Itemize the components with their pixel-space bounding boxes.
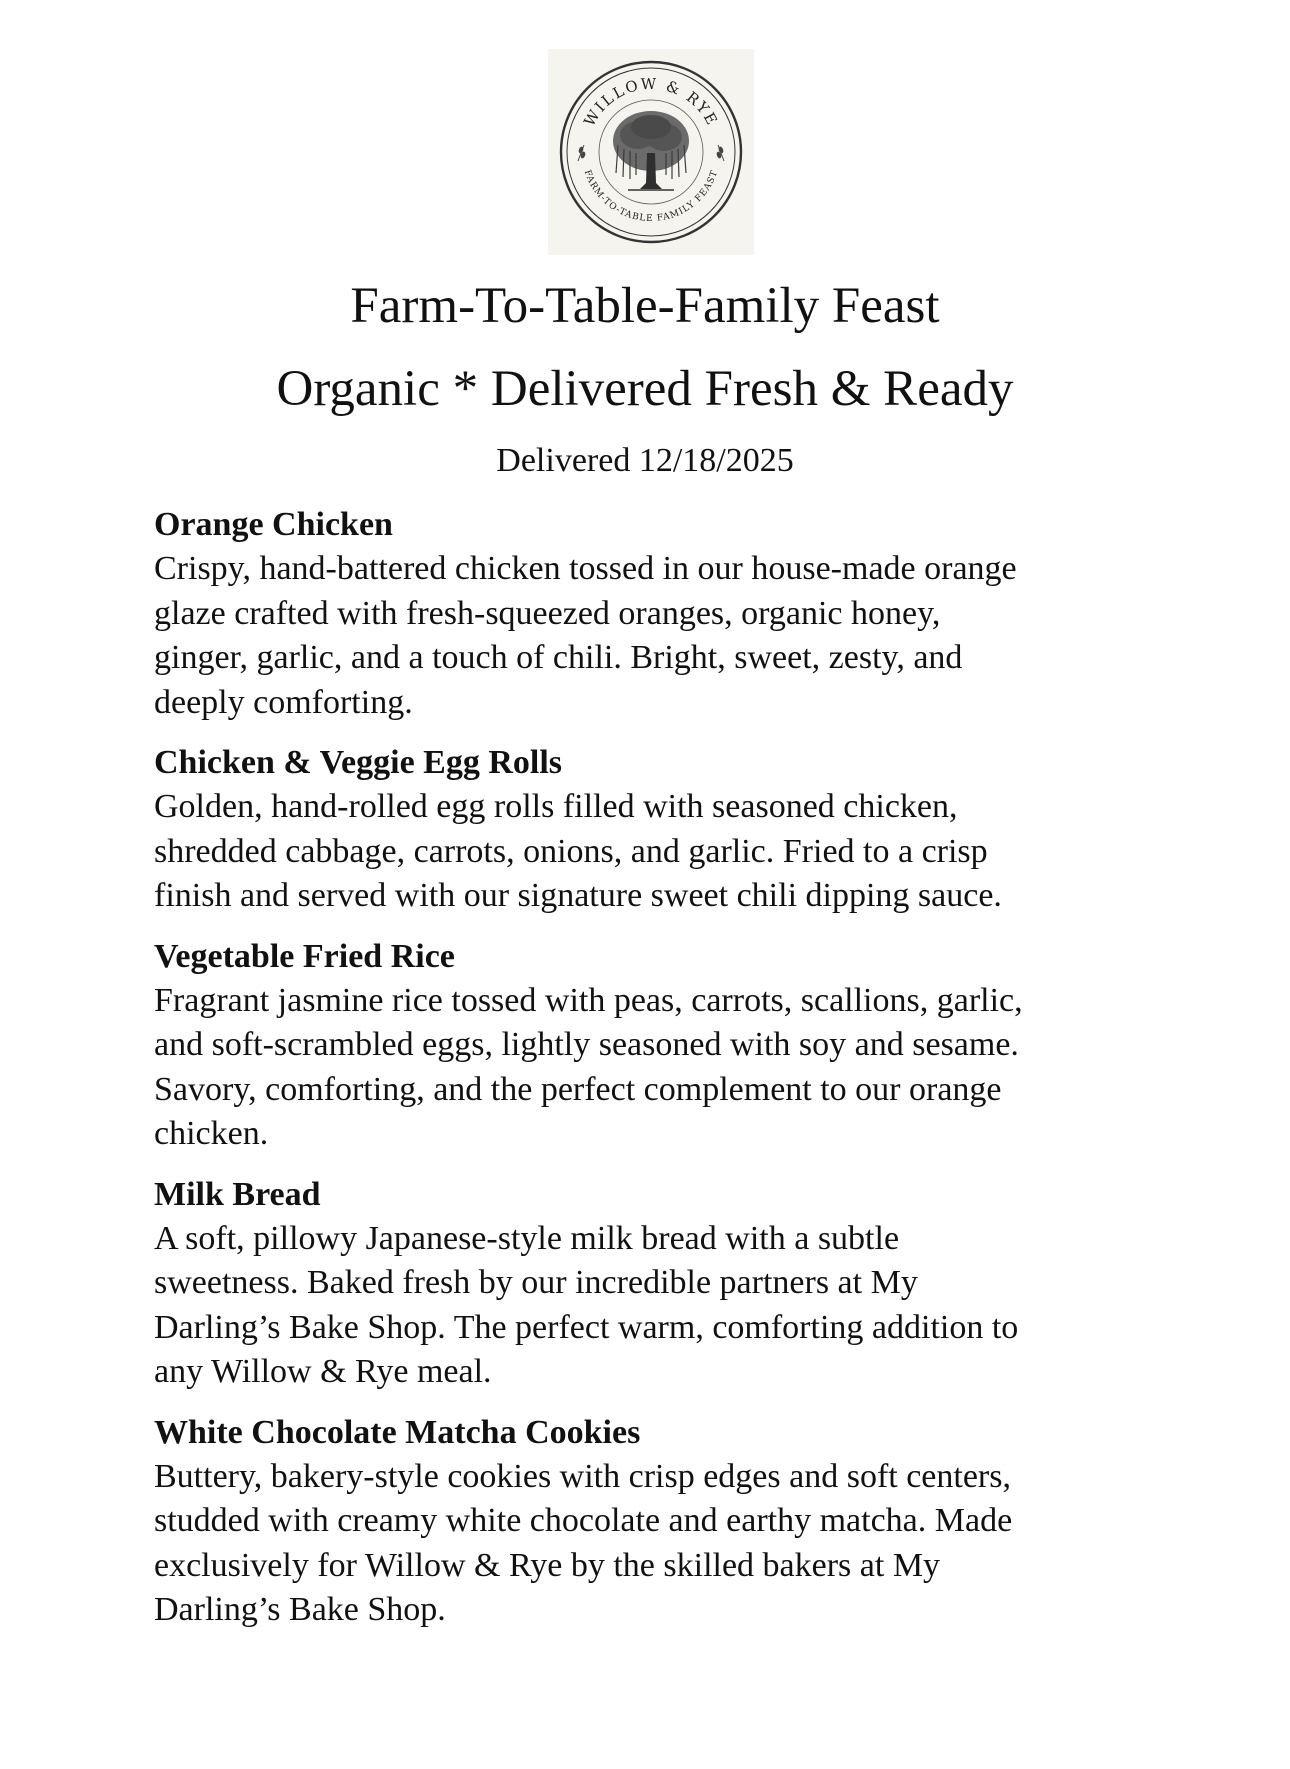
willow-rye-logo <box>548 49 754 255</box>
description-line: deeply comforting. <box>154 683 413 721</box>
menu-item-description <box>154 547 1154 725</box>
delivery-date: Delivered 12/18/2025 <box>496 442 794 479</box>
description-line: Golden, hand-rolled egg rolls filled with seasoned chicken, <box>154 788 958 825</box>
description-line: and soft-scrambled eggs, lightly seasoned with soy and sesame. <box>154 1026 1019 1063</box>
description-line: exclusively for Willow & Rye by the skilled bakers at My <box>154 1546 941 1584</box>
menu-item-orange-chicken <box>154 502 1154 725</box>
willow-tree-icon <box>548 49 754 255</box>
menu-item-name: Milk Bread <box>154 1175 321 1213</box>
menu-item-name: Chicken & Veggie Egg Rolls <box>154 744 563 781</box>
description-line: any Willow & Rye meal. <box>154 1353 492 1390</box>
description-line: shredded cabbage, carrots, onions, and garlic. Fried to a crisp <box>154 832 988 870</box>
description-line: Darling’s Bake Shop. <box>154 1591 446 1628</box>
menu-item-description <box>154 979 1154 1157</box>
menu-item-fried-rice <box>154 934 1154 1157</box>
menu-item-matcha-cookies <box>154 1410 1154 1633</box>
description-line: Darling’s Bake Shop. The perfect warm, comforting addition to <box>154 1308 1019 1346</box>
menu-item-description <box>154 785 1154 919</box>
svg-text:WILLOW & RYE: WILLOW & RYE <box>580 74 722 130</box>
menu-item-name: White Chocolate Matcha Cookies <box>154 1413 641 1451</box>
description-line: chicken. <box>154 1115 269 1152</box>
menu-item-description <box>154 1455 1154 1633</box>
description-line: glaze crafted with fresh-squeezed oranges, organic honey, <box>154 594 941 632</box>
menu-item-egg-rolls <box>154 740 1154 919</box>
description-line: finish and served with our signature sweet chili dipping sauce. <box>154 877 1002 914</box>
menu-item-description <box>154 1217 1154 1395</box>
page-subtitle: Organic * Delivered Fresh & Ready <box>276 361 1014 417</box>
menu-item-name: Orange Chicken <box>154 506 393 543</box>
menu-item-name: Vegetable Fried Rice <box>154 937 455 975</box>
description-line: Crispy, hand-battered chicken tossed in our house-made orange <box>154 550 1017 587</box>
description-line: sweetness. Baked fresh by our incredible partners at My <box>154 1264 918 1301</box>
description-line: Savory, comforting, and the perfect complement to our orange <box>154 1070 1002 1108</box>
description-line: studded with creamy white chocolate and earthy matcha. Made <box>154 1502 1013 1539</box>
description-line: ginger, garlic, and a touch of chili. Bright, sweet, zesty, and <box>154 639 963 676</box>
page-title: Farm-To-Table-Family Feast <box>350 278 940 334</box>
menu-item-milk-bread <box>154 1172 1154 1395</box>
menu-list <box>154 502 1154 1648</box>
svg-text:FARM-TO-TABLE FAMILY FEAST: FARM-TO-TABLE FAMILY FEAST <box>581 168 721 225</box>
description-line: A soft, pillowy Japanese-style milk bread with a subtle <box>154 1219 900 1257</box>
description-line: Buttery, bakery-style cookies with crisp edges and soft centers, <box>154 1457 1011 1495</box>
description-line: Fragrant jasmine rice tossed with peas, carrots, scallions, garlic, <box>154 981 1023 1019</box>
